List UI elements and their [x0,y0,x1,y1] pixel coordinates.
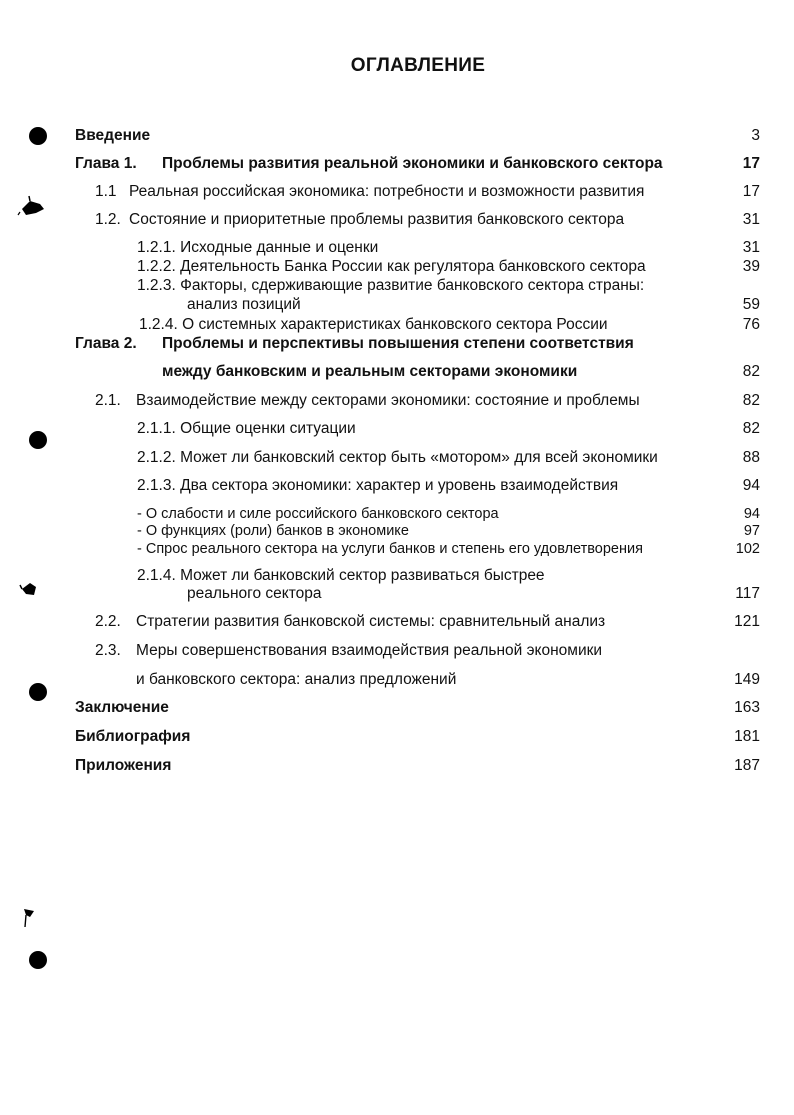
toc-subsection-2-1-2[interactable]: 2.1.2. Может ли банковский сектор быть «мотором» для всей экономики [137,449,658,466]
section-2-2-number: 2.2. [95,613,121,630]
toc-subsection-1-2-4[interactable]: 1.2.4. О системных характеристиках банковского сектора России [139,316,608,333]
toc-bibliography[interactable]: Библиография [75,728,191,745]
bullet-2-page: 97 [743,523,760,539]
section-2-3-page: 149 [734,671,760,688]
toc-subsection-1-2-1[interactable]: 1.2.1. Исходные данные и оценки [137,239,379,256]
section-2-3-title-line-1: Меры совершенствования взаимодействия реальной экономики [136,642,603,659]
toc-subsection-1-2-3[interactable]: 1.2.3. Факторы, сдерживающие развитие банковского сектора страны: [137,277,645,294]
section-1-2-page: 31 [742,211,760,228]
subsection-1-2-3-page: 59 [742,296,760,313]
conclusion-page: 163 [734,699,760,716]
chapter-1-title: Проблемы развития реальной экономики и банковского сектора [162,155,663,172]
toc-intro-page: 3 [751,127,760,144]
toc-bullet-2[interactable]: - О функциях (роли) банков в экономике [137,523,409,539]
section-2-2-page: 121 [734,613,760,630]
section-2-3-number: 2.3. [95,642,121,659]
chapter-2-title-line-1: Проблемы и перспективы повышения степени соответствия [162,335,634,352]
binder-hole-2 [29,431,47,449]
subsection-1-2-2-page: 39 [742,258,760,275]
toc-appendix[interactable]: Приложения [75,757,172,774]
chapter-1-page: 17 [742,155,760,172]
page-title: ОГЛАВЛЕНИЕ [350,55,486,76]
subsection-2-1-1-page: 82 [742,420,760,437]
toc-section-2-2[interactable] [95,613,605,631]
section-2-3-title-line-2[interactable]: и банковского сектора: анализ предложений [136,671,457,688]
binder-hole-1 [29,127,47,145]
toc-subsection-2-1-3[interactable]: 2.1.3. Два сектора экономики: характер и уровень взаимодействия [137,477,619,494]
bullet-3-page: 102 [735,541,760,557]
section-1-1-page: 17 [742,183,760,200]
section-1-1-title: Реальная российская экономика: потребности и возможности развития [129,183,645,200]
section-2-1-number: 2.1. [95,392,121,409]
toc-subsection-2-1-4-cont[interactable]: реального сектора [187,585,322,602]
toc-subsection-2-1-4[interactable]: 2.1.4. Может ли банковский сектор развиваться быстрее [137,567,545,584]
toc-subsection-1-2-2[interactable]: 1.2.2. Деятельность Банка России как регулятора банковского сектора [137,258,646,275]
chapter-1-number: Глава 1. [75,155,137,172]
toc-section-2-1[interactable] [95,392,640,410]
section-2-1-title: Взаимодействие между секторами экономики: состояние и проблемы [136,392,640,409]
section-1-1-number: 1.1 [95,183,117,200]
toc-intro-label: Введение [75,127,151,144]
binder-hole-4 [29,951,47,969]
toc-intro[interactable] [75,127,150,145]
toc-chapter-1[interactable] [75,155,663,173]
toc-section-1-1[interactable] [95,183,644,201]
chapter-2-title-line-2[interactable]: между банковским и реальным секторами экономики [162,363,578,380]
toc-chapter-2[interactable] [75,335,634,353]
subsection-1-2-4-page: 76 [742,316,760,333]
bibliography-page: 181 [734,728,760,745]
subsection-2-1-4-page: 117 [735,585,760,602]
subsection-1-2-1-page: 31 [742,239,760,256]
chapter-2-number: Глава 2. [75,335,137,352]
section-2-2-title: Стратегии развития банковской системы: сравнительный анализ [136,613,606,630]
subsection-2-1-2-page: 88 [742,449,760,466]
toc-conclusion[interactable]: Заключение [75,699,169,716]
section-1-2-title: Состояние и приоритетные проблемы развития банковского сектора [129,211,625,228]
toc-bullet-3[interactable]: - Спрос реального сектора на услуги банков и степень его удовлетворения [137,541,643,557]
toc-section-1-2[interactable] [95,211,624,229]
bullet-1-page: 94 [743,506,760,522]
section-1-2-number: 1.2. [95,211,121,228]
appendix-page: 187 [734,757,760,774]
scan-speck-3 [18,905,40,929]
chapter-2-page: 82 [742,363,760,380]
toc-bullet-1[interactable]: - О слабости и силе российского банковского сектора [137,506,499,522]
scan-speck-2 [18,577,42,601]
scan-speck-1 [16,195,46,221]
toc-subsection-1-2-3-cont[interactable]: анализ позиций [187,296,301,313]
binder-hole-3 [29,683,47,701]
subsection-2-1-3-page: 94 [742,477,760,494]
toc-subsection-2-1-1[interactable]: 2.1.1. Общие оценки ситуации [137,420,356,437]
section-2-1-page: 82 [742,392,760,409]
toc-section-2-3[interactable] [95,642,602,660]
